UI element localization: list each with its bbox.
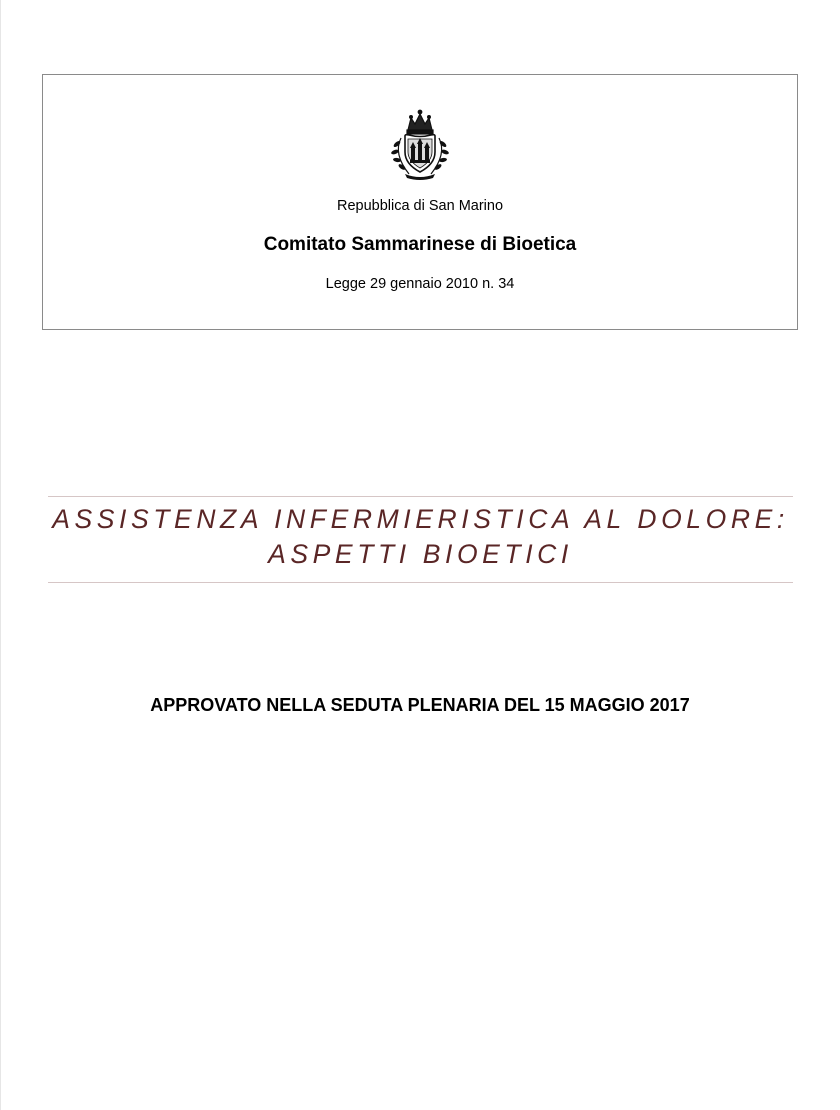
document-title-line-1: ASSISTENZA INFERMIERISTICA AL DOLORE: [52,504,789,534]
document-title [48,502,793,572]
title-top-rule [48,496,793,497]
republic-name: Repubblica di San Marino [336,198,504,214]
law-reference: Legge 29 gennaio 2010 n. 34 [325,276,515,292]
document-title-line-2: ASPETTI BIOETICI [268,539,573,569]
san-marino-coat-of-arms-icon [387,108,453,180]
title-bottom-rule [48,582,793,583]
committee-name: Comitato Sammarinese di Bioetica [263,234,577,255]
page-edge [0,0,1,1110]
approval-statement: APPROVATO NELLA SEDUTA PLENARIA DEL 15 MAGGIO 2017 [150,695,690,715]
